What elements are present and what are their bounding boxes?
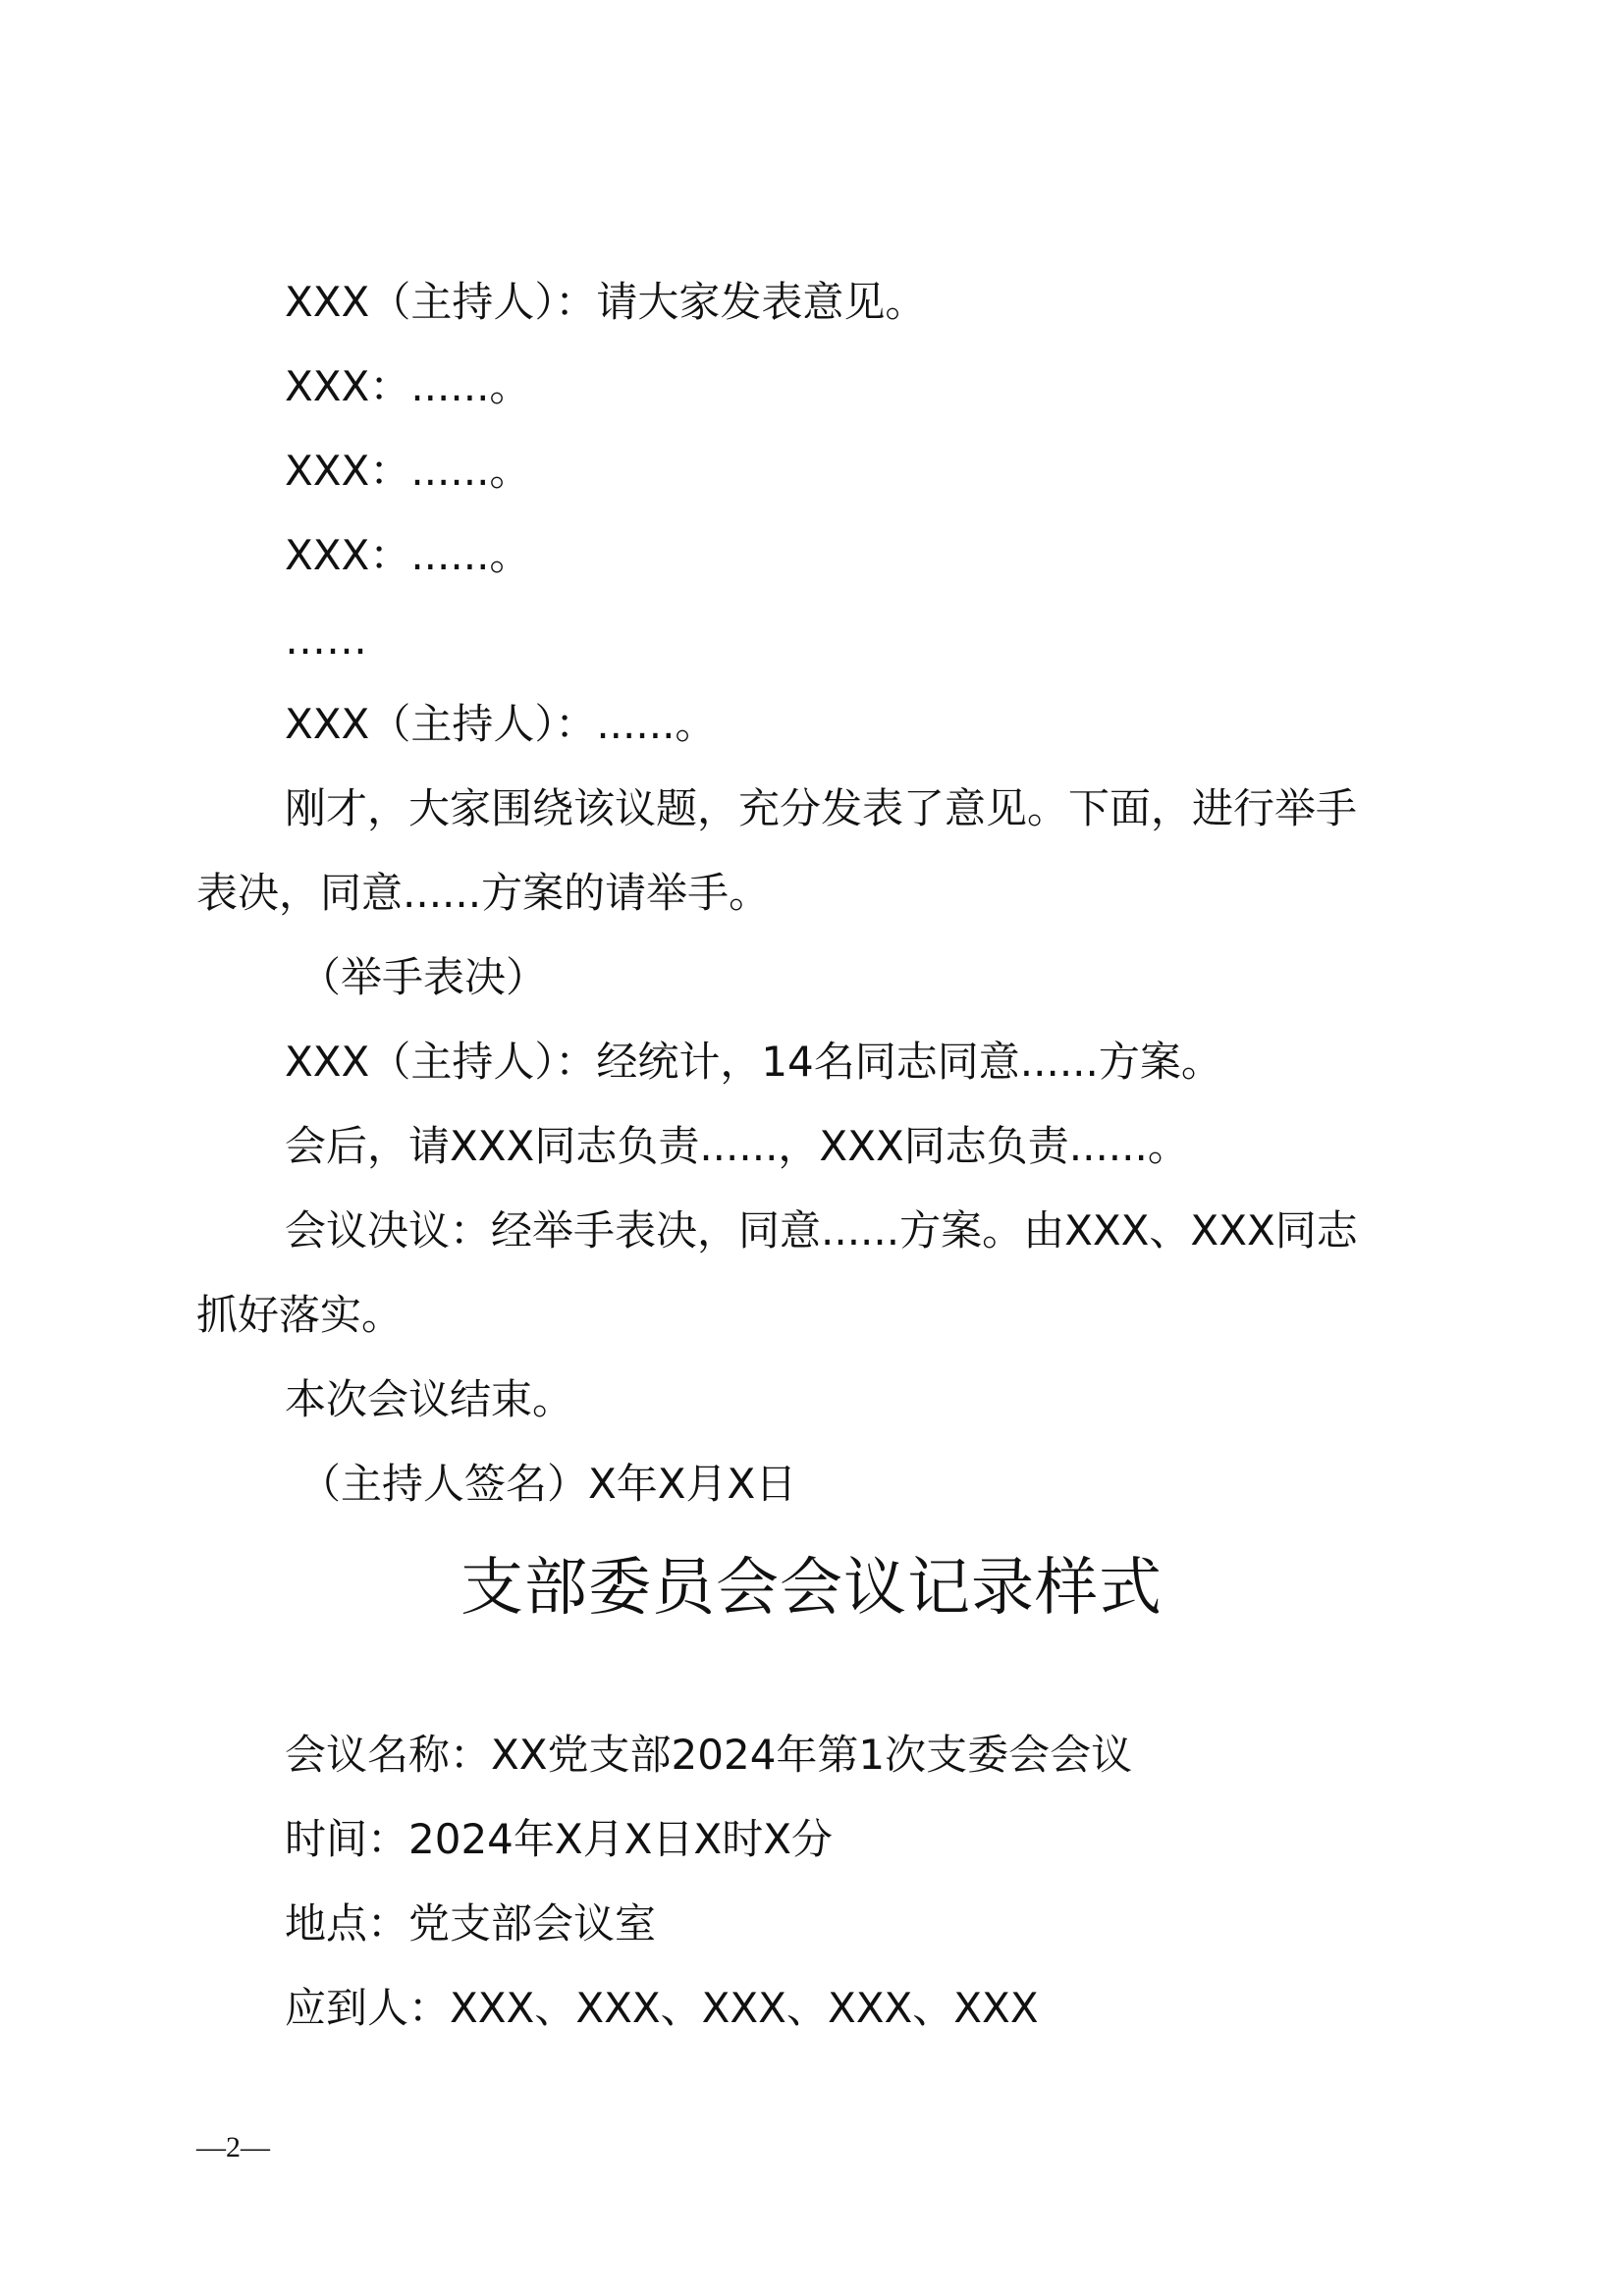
speaker-line-1: XXX：......。	[285, 362, 531, 410]
ellipsis-line: ……	[285, 615, 367, 664]
vote-intro-line: 刚才，大家围绕该议题，充分发表了意见。下面，进行举手	[285, 784, 1358, 832]
resolution-line: 会议决议：经举手表决，同意......方案。由XXX、XXX同志	[285, 1206, 1358, 1255]
page-number: —2—	[196, 2131, 270, 2163]
meeting-location: 地点：党支部会议室	[285, 1899, 657, 1948]
show-of-hands-note: （举手表决）	[299, 953, 548, 1001]
vote-result-line: XXX（主持人）：经统计，14名同志同意......方案。	[285, 1038, 1222, 1086]
meeting-attendees: 应到人：XXX、XXX、XXX、XXX、XXX	[285, 1984, 1039, 2032]
vote-intro-continuation: 表决，同意......方案的请举手。	[196, 869, 771, 917]
resolution-continuation: 抓好落实。	[196, 1291, 404, 1339]
page-title: 支部委员会会议记录样式	[460, 1552, 1163, 1625]
host-signature-line: （主持人签名）X年X月X日	[299, 1460, 797, 1508]
speaker-line-3: XXX：......。	[285, 531, 531, 579]
meeting-end-line: 本次会议结束。	[285, 1375, 574, 1423]
host-request-opinions: XXX（主持人）：请大家发表意见。	[285, 278, 927, 326]
speaker-line-2: XXX：......。	[285, 447, 531, 495]
meeting-name: 会议名称：XX党支部2024年第1次支委会会议	[285, 1731, 1133, 1779]
host-summary-line: XXX（主持人）：......。	[285, 700, 717, 748]
assignment-line: 会后，请XXX同志负责......，XXX同志负责......。	[285, 1122, 1189, 1170]
meeting-time: 时间：2024年X月X日X时X分	[285, 1815, 833, 1863]
